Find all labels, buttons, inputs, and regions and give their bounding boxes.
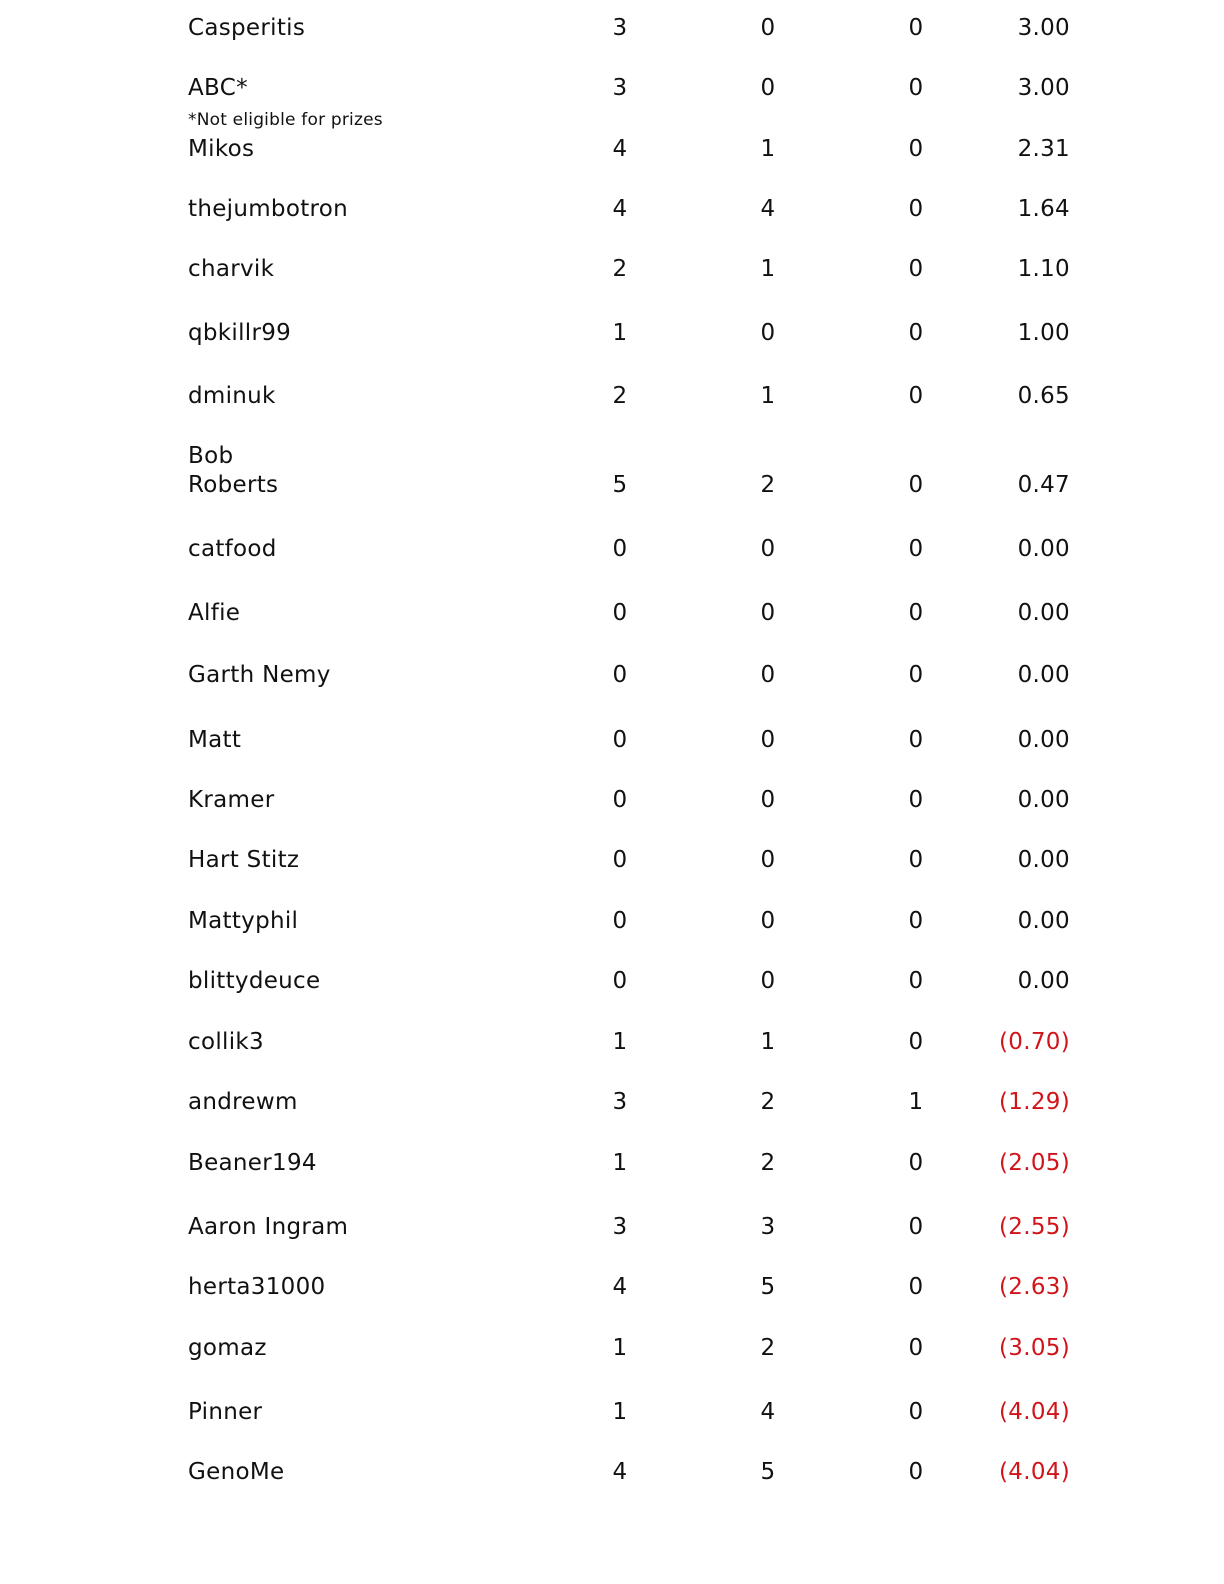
losses-value: 0 <box>760 662 776 688</box>
ties-value: 0 <box>908 662 924 688</box>
losses-value: 4 <box>760 196 776 222</box>
player-name: Aaron Ingram <box>188 1214 349 1240</box>
losses-value: 2 <box>760 1089 776 1115</box>
wins-value: 2 <box>612 383 628 409</box>
losses-value: 2 <box>760 1335 776 1361</box>
table-row <box>0 244 1224 284</box>
player-name: herta31000 <box>188 1274 326 1300</box>
ties-value: 0 <box>908 383 924 409</box>
ties-value: 0 <box>908 1029 924 1055</box>
losses-value: 2 <box>760 472 776 498</box>
player-name: thejumbotron <box>188 196 349 222</box>
losses-value: 3 <box>760 1214 776 1240</box>
player-name: Mattyphil <box>188 908 299 934</box>
ties-value: 0 <box>908 1399 924 1425</box>
ties-value: 0 <box>908 787 924 813</box>
ties-value: 0 <box>908 727 924 753</box>
wins-value: 3 <box>612 75 628 101</box>
net-value: 1.64 <box>1017 196 1070 222</box>
table-row <box>0 1017 1224 1057</box>
losses-value: 0 <box>760 320 776 346</box>
wins-value: 0 <box>612 727 628 753</box>
ties-value: 0 <box>908 600 924 626</box>
ties-value: 0 <box>908 1335 924 1361</box>
net-value: 3.00 <box>1017 75 1070 101</box>
player-name: Garth Nemy <box>188 662 331 688</box>
table-row <box>0 588 1224 628</box>
table-row <box>0 184 1224 224</box>
net-value: (4.04) <box>999 1459 1070 1485</box>
ties-value: 0 <box>908 75 924 101</box>
table-row <box>0 650 1224 690</box>
ties-value: 0 <box>908 196 924 222</box>
player-name: dminuk <box>188 383 276 409</box>
table-row <box>0 1262 1224 1302</box>
ties-value: 0 <box>908 1459 924 1485</box>
player-name: blittydeuce <box>188 968 321 994</box>
player-name: Bob Roberts <box>188 443 279 498</box>
ties-value: 0 <box>908 968 924 994</box>
net-value: 2.31 <box>1017 136 1070 162</box>
table-row <box>0 1138 1224 1178</box>
net-value: 0.00 <box>1017 662 1070 688</box>
net-value: 0.00 <box>1017 600 1070 626</box>
ties-value: 1 <box>908 1089 924 1115</box>
table-row <box>0 1202 1224 1242</box>
ties-value: 0 <box>908 1150 924 1176</box>
table-row <box>0 3 1224 43</box>
net-value: 0.65 <box>1017 383 1070 409</box>
ties-value: 0 <box>908 136 924 162</box>
wins-value: 1 <box>612 320 628 346</box>
player-name: Mikos <box>188 136 255 162</box>
net-value: 0.00 <box>1017 968 1070 994</box>
net-value: (2.05) <box>999 1150 1070 1176</box>
table-row <box>0 1387 1224 1427</box>
player-name: qbkillr99 <box>188 320 292 346</box>
wins-value: 1 <box>612 1335 628 1361</box>
wins-value: 4 <box>612 1459 628 1485</box>
ties-value: 0 <box>908 536 924 562</box>
player-name: gomaz <box>188 1335 267 1361</box>
ties-value: 0 <box>908 1214 924 1240</box>
net-value: 1.00 <box>1017 320 1070 346</box>
player-name: andrewm <box>188 1089 298 1115</box>
wins-value: 0 <box>612 600 628 626</box>
wins-value: 0 <box>612 662 628 688</box>
table-row <box>0 715 1224 755</box>
wins-value: 1 <box>612 1029 628 1055</box>
losses-value: 0 <box>760 847 776 873</box>
net-value: (1.29) <box>999 1089 1070 1115</box>
player-name: catfood <box>188 536 277 562</box>
wins-value: 1 <box>612 1399 628 1425</box>
table-row <box>0 1323 1224 1363</box>
losses-value: 1 <box>760 383 776 409</box>
wins-value: 3 <box>612 1214 628 1240</box>
table-row <box>0 124 1224 164</box>
ties-value: 0 <box>908 320 924 346</box>
player-name: Alfie <box>188 600 241 626</box>
net-value: 0.00 <box>1017 847 1070 873</box>
ties-value: 0 <box>908 256 924 282</box>
wins-value: 3 <box>612 1089 628 1115</box>
player-name: ABC* <box>188 75 248 101</box>
net-value: 0.47 <box>1017 472 1070 498</box>
wins-value: 4 <box>612 1274 628 1300</box>
net-value: (3.05) <box>999 1335 1070 1361</box>
player-name: Casperitis <box>188 15 306 41</box>
wins-value: 0 <box>612 787 628 813</box>
losses-value: 0 <box>760 15 776 41</box>
player-name: collik3 <box>188 1029 264 1055</box>
ties-value: 0 <box>908 15 924 41</box>
losses-value: 1 <box>760 1029 776 1055</box>
ties-value: 0 <box>908 472 924 498</box>
losses-value: 1 <box>760 256 776 282</box>
losses-value: 5 <box>760 1274 776 1300</box>
net-value: 1.10 <box>1017 256 1070 282</box>
losses-value: 0 <box>760 75 776 101</box>
table-row <box>0 308 1224 348</box>
wins-value: 5 <box>612 472 628 498</box>
losses-value: 0 <box>760 536 776 562</box>
table-row <box>0 1447 1224 1487</box>
net-value: (2.55) <box>999 1214 1070 1240</box>
ties-value: 0 <box>908 908 924 934</box>
table-row <box>0 524 1224 564</box>
losses-value: 4 <box>760 1399 776 1425</box>
net-value: (2.63) <box>999 1274 1070 1300</box>
wins-value: 2 <box>612 256 628 282</box>
footnote-not-eligible: *Not eligible for prizes <box>188 110 383 130</box>
player-name: Pinner <box>188 1399 263 1425</box>
player-name: Matt <box>188 727 242 753</box>
wins-value: 3 <box>612 15 628 41</box>
table-row <box>0 835 1224 875</box>
player-name: charvik <box>188 256 275 282</box>
ties-value: 0 <box>908 1274 924 1300</box>
losses-value: 0 <box>760 600 776 626</box>
net-value: (4.04) <box>999 1399 1070 1425</box>
wins-value: 0 <box>612 536 628 562</box>
table-row <box>0 63 1224 103</box>
losses-value: 0 <box>760 968 776 994</box>
wins-value: 4 <box>612 136 628 162</box>
table-row <box>0 896 1224 936</box>
net-value: 0.00 <box>1017 787 1070 813</box>
losses-value: 5 <box>760 1459 776 1485</box>
table-row <box>0 1077 1224 1117</box>
losses-value: 0 <box>760 908 776 934</box>
net-value: 3.00 <box>1017 15 1070 41</box>
wins-value: 0 <box>612 847 628 873</box>
losses-value: 0 <box>760 727 776 753</box>
wins-value: 4 <box>612 196 628 222</box>
table-row <box>0 775 1224 815</box>
ties-value: 0 <box>908 847 924 873</box>
wins-value: 1 <box>612 1150 628 1176</box>
losses-value: 1 <box>760 136 776 162</box>
net-value: (0.70) <box>999 1029 1070 1055</box>
wins-value: 0 <box>612 968 628 994</box>
player-name: Kramer <box>188 787 275 813</box>
player-name: Hart Stitz <box>188 847 300 873</box>
player-name: GenoMe <box>188 1459 285 1485</box>
losses-value: 2 <box>760 1150 776 1176</box>
wins-value: 0 <box>612 908 628 934</box>
player-name: Beaner194 <box>188 1150 317 1176</box>
net-value: 0.00 <box>1017 536 1070 562</box>
net-value: 0.00 <box>1017 908 1070 934</box>
net-value: 0.00 <box>1017 727 1070 753</box>
table-row <box>0 371 1224 411</box>
table-row <box>0 956 1224 996</box>
table-row <box>0 443 1224 500</box>
losses-value: 0 <box>760 787 776 813</box>
